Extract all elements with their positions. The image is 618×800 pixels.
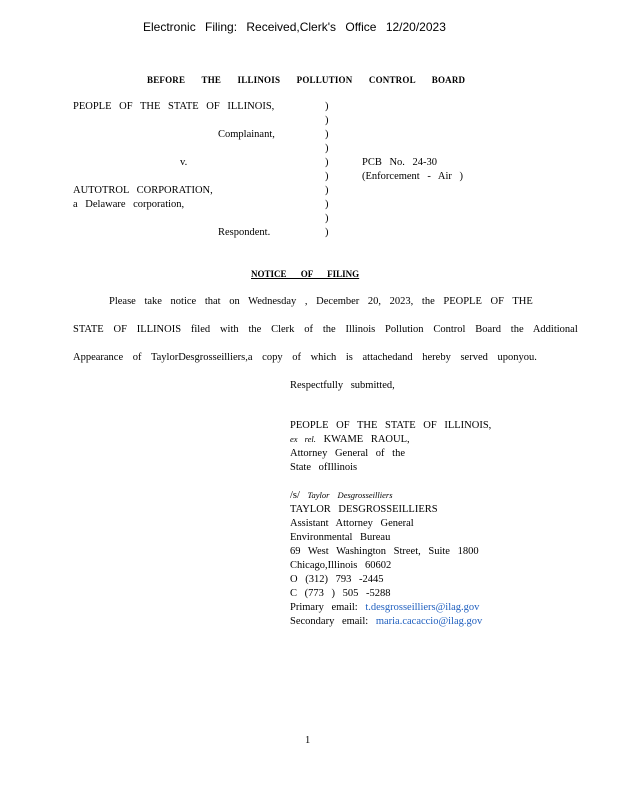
board-title: BEFORE THE ILLINOIS POLLUTION CONTROL BOARD xyxy=(147,75,466,85)
caption-paren: ) xyxy=(325,143,329,154)
bureau: Environmental Bureau xyxy=(290,532,391,543)
primary-email-link[interactable]: t.desgrosseilliers@ilag.gov xyxy=(365,602,480,613)
case-number: PCB No. 24-30 xyxy=(362,157,438,168)
defendant-name: AUTOTROL CORPORATION, xyxy=(73,185,213,196)
address-line-1: 69 West Washington Street, Suite 1800 xyxy=(290,546,479,557)
caption-paren: ) xyxy=(325,227,329,238)
notice-body-line-1: Please take notice that on Wednesday , December 20, 2023, the PEOPLE OF THE xyxy=(109,296,533,307)
plaintiff-name: PEOPLE OF THE STATE OF ILLINOIS, xyxy=(73,101,275,112)
attorney-general-name: KWAME RAOUL, xyxy=(323,434,410,445)
defendant-description: a Delaware corporation, xyxy=(73,199,185,210)
respondent-label: Respondent. xyxy=(218,227,271,238)
office-phone: O (312) 793 -2445 xyxy=(290,574,384,585)
notice-body-line-3: Appearance of TaylorDesgrosseilliers,a copy of which is attachedand hereby served uponyou. xyxy=(73,352,537,363)
signature-prefix: /s/ xyxy=(290,490,300,501)
address-line-2: Chicago,Illinois 60602 xyxy=(290,560,392,571)
secondary-email-line xyxy=(290,616,482,627)
notice-title: NOTICE OF FILING xyxy=(251,269,360,279)
complainant-label: Complainant, xyxy=(218,129,275,140)
attorney-name: TAYLOR DESGROSSEILLIERS xyxy=(290,504,438,515)
notice-body-line-2: STATE OF ILLINOIS filed with the Clerk of the Illinois Pollution Control Board the Additional xyxy=(73,324,578,335)
caption-paren: ) xyxy=(325,185,329,196)
caption-paren: ) xyxy=(325,157,329,168)
caption-paren: ) xyxy=(325,101,329,112)
electronic-signature xyxy=(290,490,393,501)
primary-email-label: Primary email: xyxy=(290,602,358,613)
caption-paren: ) xyxy=(325,199,329,210)
filing-stamp: Electronic Filing: Received,Clerk's Office 12/20/2023 xyxy=(143,20,446,34)
versus-label: v. xyxy=(180,157,188,168)
ex-rel-line xyxy=(290,434,410,445)
closing: Respectfully submitted, xyxy=(290,380,395,391)
primary-email-line xyxy=(290,602,479,613)
attorney-general-title: Attorney General of the xyxy=(290,448,406,459)
signature-party: PEOPLE OF THE STATE OF ILLINOIS, xyxy=(290,420,492,431)
signature-name: Taylor Desgrosseilliers xyxy=(307,490,393,500)
page-number: 1 xyxy=(305,735,311,746)
secondary-email-label: Secondary email: xyxy=(290,616,369,627)
attorney-general-state: State ofIllinois xyxy=(290,462,358,473)
caption-paren-column xyxy=(325,100,329,240)
caption-paren: ) xyxy=(325,115,329,126)
caption-paren: ) xyxy=(325,129,329,140)
ex-rel-label: ex rel. xyxy=(290,434,316,444)
cell-phone: C (773 ) 505 -5288 xyxy=(290,588,391,599)
caption-paren: ) xyxy=(325,213,329,224)
caption-paren: ) xyxy=(325,171,329,182)
secondary-email-link[interactable]: maria.cacaccio@ilag.gov xyxy=(375,616,483,627)
attorney-title: Assistant Attorney General xyxy=(290,518,414,529)
case-type: (Enforcement - Air ) xyxy=(362,171,464,182)
